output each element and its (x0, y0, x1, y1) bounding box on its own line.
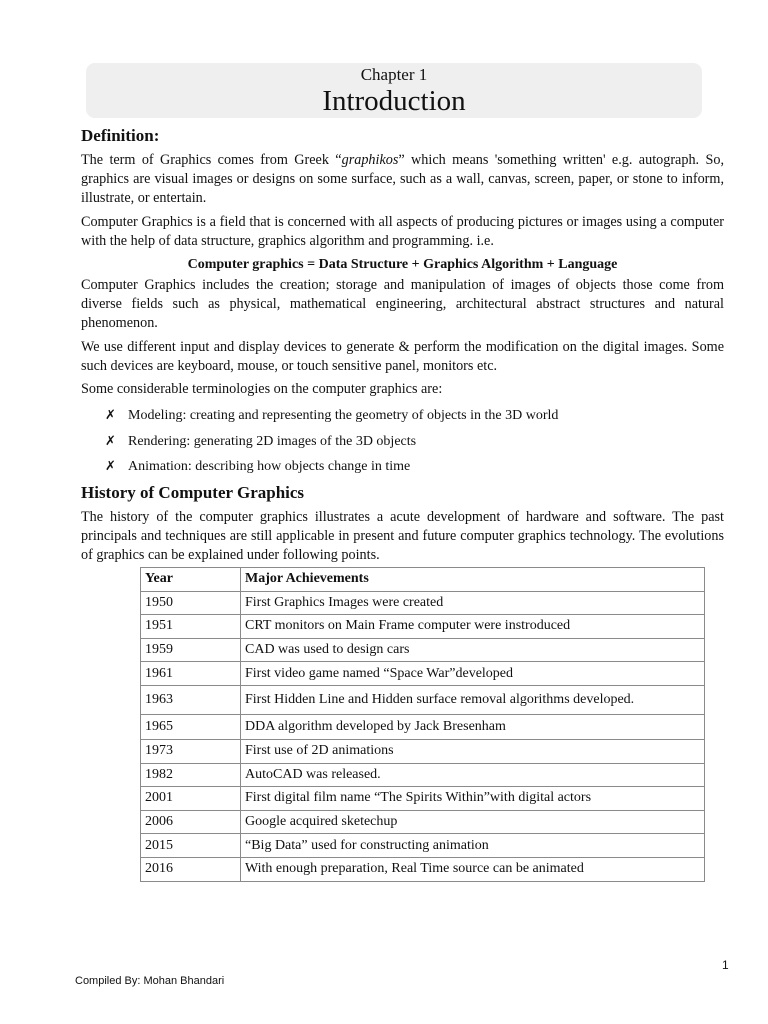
table-row (141, 834, 705, 858)
achievement-column-header: Major Achievements (241, 568, 705, 592)
chapter-label: Chapter 1 (360, 65, 428, 84)
table-row (141, 662, 705, 686)
definition-p1-start: The term of Graphics comes from Greek “ (81, 152, 342, 168)
greek-term: graphikos (341, 152, 399, 168)
history-intro: The history of the computer graphics illustrates a acute development of hardware and software. The past principals and techniques are still applicable in present and future computer graphics technology. The evolutions of graphics can be explained under following points. (81, 508, 724, 564)
table-row (141, 857, 705, 881)
chapter-header (86, 63, 702, 118)
year-cell: 2015 (141, 834, 241, 858)
year-cell: 2006 (141, 810, 241, 834)
year-cell: 1963 (141, 685, 241, 714)
year-cell: 1950 (141, 591, 241, 615)
definition-paragraph-4: We use different input and display devices to generate & perform the modification on the digital images. Some such devices are keyboard, mouse, or touch sensitive panel, monitors etc. (81, 338, 724, 374)
table-row (141, 739, 705, 763)
table-row (141, 787, 705, 811)
achievement-cell: First digital film name “The Spirits Within”with digital actors (241, 787, 705, 811)
achievement-cell: First video game named “Space War”developed (241, 662, 705, 686)
achievement-cell: CAD was used to design cars (241, 638, 705, 662)
table-row (141, 685, 705, 714)
chapter-title: Introduction (322, 85, 466, 117)
definition-heading: Definition: (81, 126, 160, 145)
table-row (141, 591, 705, 615)
history-heading: History of Computer Graphics (81, 482, 305, 502)
year-column-header: Year (141, 568, 241, 592)
terminology-list (81, 403, 724, 480)
history-table (140, 567, 705, 882)
definition-p1-end: ” which means 'something written' e.g. autograph. So, graphics are visual images or designs on some surface, such as a wall, canvas, screen, paper, or stone to inform, illustrate, or entertain. (81, 152, 725, 207)
list-item (105, 454, 724, 480)
definition-paragraph-3: Computer Graphics includes the creation; storage and manipulation of images of objects those come from diverse fields such as physical, mathematical engineering, architectural abstract structures and natural phenomenon. (81, 277, 724, 332)
year-cell: 1961 (141, 662, 241, 686)
table-row (141, 810, 705, 834)
year-cell: 2001 (141, 787, 241, 811)
list-item (105, 403, 724, 429)
list-item (105, 429, 724, 455)
achievement-cell: Google acquired sketechup (241, 810, 705, 834)
main-content (81, 125, 724, 569)
page-number: 1 (722, 958, 729, 972)
achievement-cell: First Graphics Images were created (241, 591, 705, 615)
graphics-formula: Computer graphics = Data Structure + Graphics Algorithm + Language (187, 257, 618, 273)
definition-paragraph-5: Some considerable terminologies on the computer graphics are: (81, 381, 443, 398)
achievement-cell: With enough preparation, Real Time source can be animated (241, 857, 705, 881)
year-cell: 1959 (141, 638, 241, 662)
compiled-by-footer: Compiled By: Mohan Bhandari (75, 975, 225, 987)
cross-bullet-icon: ✗ (105, 433, 116, 449)
table-row (141, 763, 705, 787)
term-text: Modeling: creating and representing the geometry of objects in the 3D world (128, 408, 559, 424)
definition-paragraph-2: Computer Graphics is a field that is concerned with all aspects of producing pictures or images using a computer with the help of data structure, graphics algorithm and programming. i.e. (81, 213, 724, 249)
table-row (141, 615, 705, 639)
cross-bullet-icon: ✗ (105, 459, 116, 475)
cross-bullet-icon: ✗ (105, 408, 116, 424)
achievement-cell: CRT monitors on Main Frame computer were instroduced (241, 615, 705, 639)
term-text: Animation: describing how objects change in time (128, 459, 411, 475)
achievement-cell: First use of 2D animations (241, 739, 705, 763)
achievement-cell: DDA algorithm developed by Jack Bresenham (241, 714, 705, 739)
table-row (141, 638, 705, 662)
year-cell: 1973 (141, 739, 241, 763)
definition-paragraph-1 (81, 151, 724, 209)
achievement-cell: AutoCAD was released. (241, 763, 705, 787)
year-cell: 1951 (141, 615, 241, 639)
year-cell: 1965 (141, 714, 241, 739)
term-text: Rendering: generating 2D images of the 3D objects (128, 433, 417, 449)
table-header-row (141, 568, 705, 592)
achievement-cell: “Big Data” used for constructing animation (241, 834, 705, 858)
table-row (141, 714, 705, 739)
achievement-cell: First Hidden Line and Hidden surface removal algorithms developed. (241, 685, 705, 714)
year-cell: 2016 (141, 857, 241, 881)
year-cell: 1982 (141, 763, 241, 787)
